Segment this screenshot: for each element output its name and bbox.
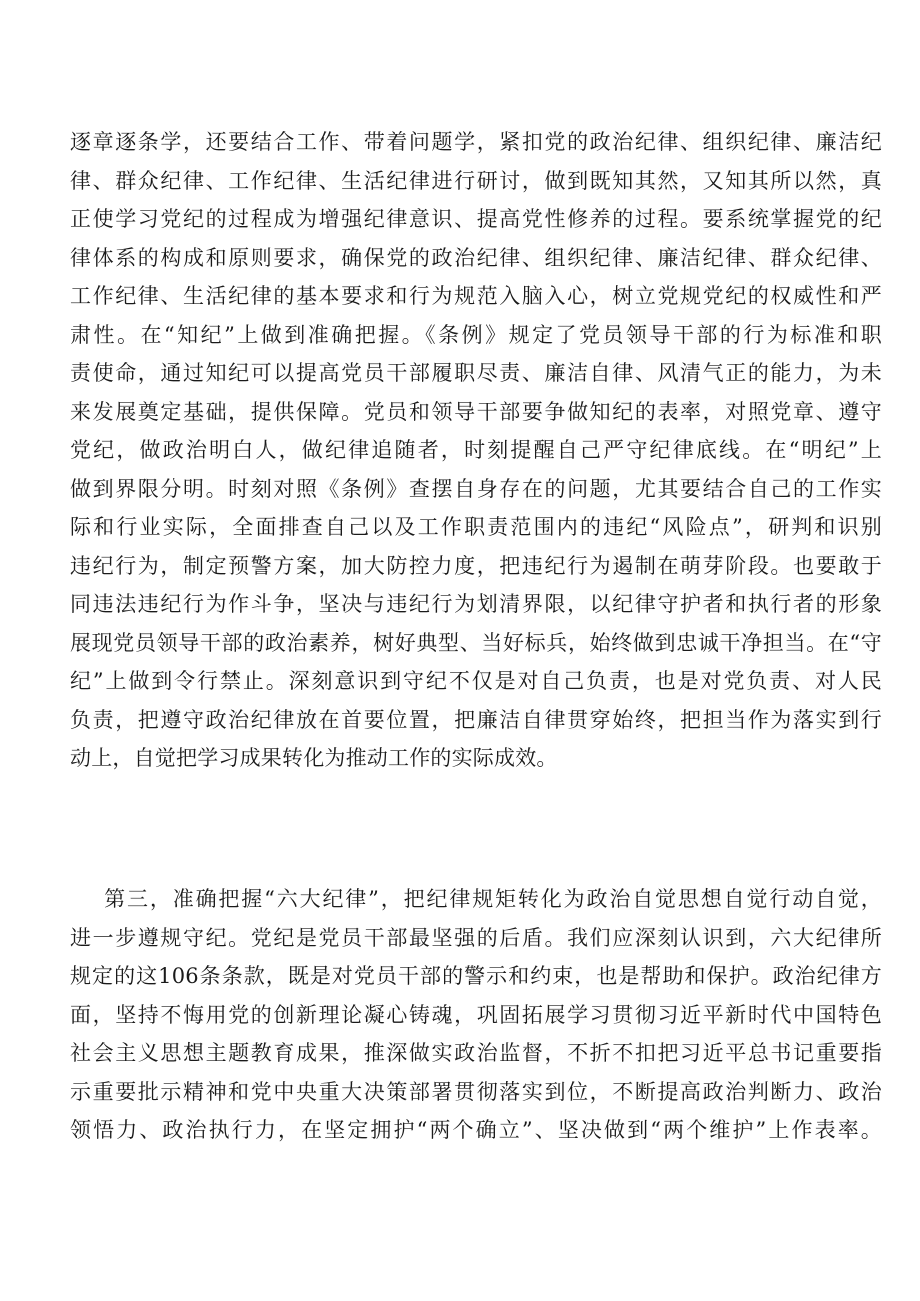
text-line: 面，坚持不悔用党的创新理论凝心铸魂，巩固拓展学习贯彻习近平新时代中国特色 <box>70 1002 882 1027</box>
text-line: 动上，自觉把学习成果转化为推动工作的实际成效。 <box>70 746 558 770</box>
text-line: 际和行业实际，全面排查自己以及工作职责范围内的违纪“风险点”，研判和识别 <box>70 515 882 539</box>
text-line: 责使命，通过知纪可以提高党员干部履职尽责、廉洁自律、风清气正的能力，为未 <box>70 361 882 385</box>
text-line: 领悟力、政治执行力，在坚定拥护“两个确立”、坚决做到“两个维护”上作表率。 <box>70 1118 882 1142</box>
text-line: 同违法违纪行为作斗争，坚决与违纪行为划清界限，以纪律守护者和执行者的形象 <box>70 592 882 616</box>
text-line: 进一步遵规守纪。党纪是党员干部最坚强的后盾。我们应深刻认识到，六大纪律所 <box>70 925 882 950</box>
body-paragraph-2 <box>70 880 882 1150</box>
text-line: 肃性。在“知纪”上做到准确把握。《条例》规定了党员领导干部的行为标准和职 <box>70 322 882 347</box>
text-line: 负责，把遵守政治纪律放在首要位置，把廉洁自律贯穿始终，把担当作为落实到行 <box>70 707 882 732</box>
text-line: 来发展奠定基础，提供保障。党员和领导干部要争做知纪的表率，对照党章、遵守 <box>70 399 882 424</box>
text-line: 律体系的构成和原则要求，确保党的政治纪律、组织纪律、廉洁纪律、群众纪律、 <box>70 245 882 270</box>
text-line: 违纪行为，制定预警方案，加大防控力度，把违纪行为遏制在萌芽阶段。也要敢于 <box>70 553 882 578</box>
body-paragraph-1 <box>70 123 882 778</box>
text-line: 党纪，做政治明白人，做纪律追随者，时刻提醒自己严守纪律底线。在“明纪”上 <box>70 438 882 462</box>
text-line: 做到界限分明。时刻对照《条例》查摆自身存在的问题，尤其要结合自己的工作实 <box>70 476 882 501</box>
text-line: 正使学习党纪的过程成为增强纪律意识、提高党性修养的过程。要系统掌握党的纪 <box>70 207 882 231</box>
text-line: 第三，准确把握“六大纪律”，把纪律规矩转化为政治自觉思想自觉行动自觉， <box>70 887 882 911</box>
text-line: 逐章逐条学，还要结合工作、带着问题学，紧扣党的政治纪律、组织纪律、廉洁纪 <box>70 130 882 154</box>
text-line: 示重要批示精神和党中央重大决策部署贯彻落实到位，不断提高政治判断力、政治 <box>70 1079 882 1104</box>
text-line: 纪”上做到令行禁止。深刻意识到守纪不仅是对自己负责，也是对党负责、对人民 <box>70 669 882 693</box>
text-line: 工作纪律、生活纪律的基本要求和行为规范入脑入心，树立党规党纪的权威性和严 <box>70 284 882 308</box>
text-line: 展现党员领导干部的政治素养，树好典型、当好标兵，始终做到忠诚干净担当。在“守 <box>70 630 882 655</box>
text-line: 规定的这106条条款，既是对党员干部的警示和约束，也是帮助和保护。政治纪律方 <box>70 964 882 988</box>
text-line: 律、群众纪律、工作纪律、生活纪律进行研讨，做到既知其然，又知其所以然，真 <box>70 168 882 193</box>
text-line: 社会主义思想主题教育成果，推深做实政治监督，不折不扣把习近平总书记重要指 <box>70 1041 882 1065</box>
